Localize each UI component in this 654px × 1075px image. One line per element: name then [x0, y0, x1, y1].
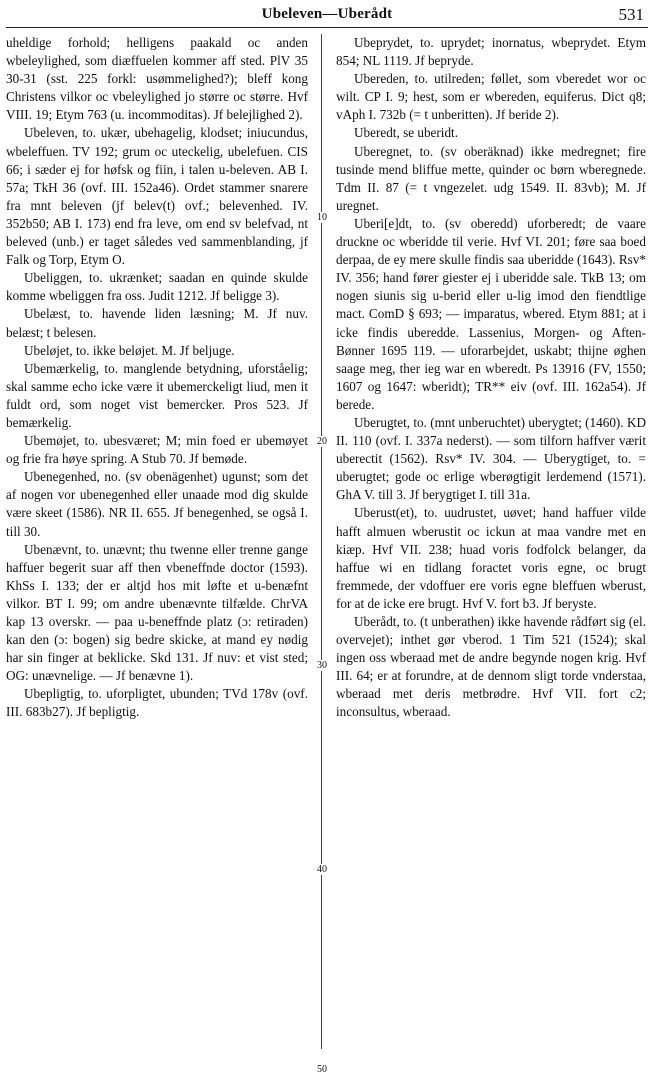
line-number: 40: [309, 864, 335, 875]
dictionary-entry: Ubepligtig, to. uforpligtet, ubunden; TVd 178v (ovf. III. 683b27). Jf bepligtig.: [6, 686, 308, 720]
line-number-gutter: [309, 34, 335, 1075]
dictionary-entry: Ubeliggen, to. ukrænket; saadan en quinde skulde komme wbeliggen fra oss. Judit 1212. Jf beligge 3).: [6, 270, 308, 304]
dictionary-entry: Ubeløjet, to. ikke beløjet. M. Jf beljuge.: [24, 342, 235, 358]
dictionary-entry: Uberedt, se uberidt.: [354, 125, 458, 141]
dictionary-entry: Ubemærkelig, to. manglende betydning, uforståelig; skal samme echo icke være it ubemerckeligt liud, men it fuldt ord, som noget vist bemercker. Pros 523. Jf bemærkelig.: [6, 360, 308, 430]
dictionary-entry: Ubeprydet, to. uprydet; inornatus, wbeprydet. Etym 854; NL 1119. Jf bepryde.: [336, 35, 646, 69]
page-header: [0, 0, 654, 26]
page-number: 531: [618, 5, 644, 24]
dictionary-entry: Uberugtet, to. (mnt unberuchtet) uberygtet; (1460). KD II. 110 (ovf. I. 337a nederst). — som tilforn haffver værit uberectit (1562). Rsv* IV. 304. — Uberygtiget, to. = uberugtet; gode oc erlige wberøgtigit lerdemend (1571). GhA V. till 3. Jf berygtiget I. till 31a.: [336, 414, 646, 503]
dictionary-entry: Ubelæst, to. havende liden læsning; M. Jf nuv. belæst; t belesen.: [6, 306, 308, 340]
line-number: 20: [309, 436, 335, 447]
left-column: [6, 34, 308, 722]
dictionary-entry: Ubereden, to. utilreden; føllet, som vberedet wor oc wilt. CP I. 9; hest, som er wbereden, equiferus. Dict q8; vAph I. 732b (= t unberitten). Jf beride 2).: [336, 71, 646, 123]
running-head: Ubeleven—Uberådt: [261, 6, 393, 22]
dictionary-entry: uheldige forhold; helligens paakald oc anden wbeleylighed, som diæffuelen kommer aff sted. PlV 35 30-31 (sst. 225 forkl: usømmelighed?); bleff kong Christens vilkor oc vbeleylighed jo større oc større. Hvf VIII. 19; Etym 763 (u. incommoditas). Jf belejlighed 2).: [6, 35, 308, 123]
dictionary-entry: Ubenegenhed, no. (sv obenägenhet) ugunst; som det af nogen vor ubenegenhed eller unaade mod dig skulde være skeet (1586). NR II. 655. Jf benegenhed, se også I. till 30.: [6, 469, 308, 539]
dictionary-entry: Uberust(et), to. uudrustet, uøvet; hand haffuer vilde hafft almuen wberustit oc ickun at maa vandre met en kiæp. Hvf VII. 238; huad voris fodfolck belanger, da haffue wi en tidlang foractet voris egne, oc brugt fremmede, der vdoffuer ere voris egne bleffuen wberust, for at de icke ere brugt. Hvf V. fort b3. Jf beryste.: [336, 505, 646, 611]
dictionary-entry: Ubeleven, to. ukær, ubehagelig, klodset; iniucundus, wbeleffuen. TV 192; grum oc uteckelig, ubelefuen. CIS 66; i sæder ej for høfsk og fiin, i talen u-beleven. AB I. 57a; TkH 36 (ovf. III. 152a46). Ordet stammer snarere fra mnt beleven (jf belev(t) ovf.; belevenhed. IV. 352b50; AB I. 173) end fra leve, om end sv belefvad, nt beleved (unb.) er taget således ved sammenblanding, jf Falk og Torp, Etym O.: [6, 125, 308, 268]
dictionary-entry: Ubemøjet, to. ubesværet; M; min foed er ubemøyet og frie fra høye spring. A Stub 70. Jf bemøde.: [6, 433, 308, 467]
header-rule: [6, 27, 648, 28]
line-number: 30: [309, 660, 335, 671]
line-number: 10: [309, 212, 335, 223]
dictionary-entry: Uberegnet, to. (sv oberäknad) ikke medregnet; fire tusinde mend bliffue mette, quinder oc børn wberegnede. Tdm II. 87 (= t vngezelet. udg 1549. II. 83vb); M. Jf uregnet.: [336, 143, 646, 213]
line-number: 50: [309, 1064, 335, 1075]
dictionary-entry: Ubenævnt, to. unævnt; thu twenne eller trenne gange haffuer begerit suar aff then vbeneffnde doctor (1593). KhSs I. 133; der er altjd hos mit løfte et u-benæfnt vilkor. BT I. 99; om andre ubenævnte tilfælde. ChrVA kap 13 overskr. — paa u-beneffnde platz (ɔ: retiraden) kan den (ɔ: bogen) sig bedre skicke, at mand ey nødig har sin finger at beklicke. Skd 131. Jf nuv: et vist sted; OG: unævnelige. — Jf benævne 1).: [6, 541, 308, 684]
dictionary-entry: Uberi[e]dt, to. (sv oberedd) uforberedt; de vaare druckne oc wberidde til verie. Hvf VI. 201; føre saa boed derpaa, de ey mere skulle findis saa uberidde (1643). Rsv* IV. 356; hand fører giester ej i uberidde sale. TkB 13; om nogen siunis sig u-berid eller u-lig imod den fiendtlige mact. ComD § 693; — imparatus, wbered. Etym 881; at i icke findis uberedde. Lassenius, Morgen- og Aften-Bønner 1695 119. — uforarbejdet, uskabt; thijne øghen saage meg, ther ieg war en wberedt. Ps 13916 (FV, 1550; 1607 og 1647: wberidt); TR** eiv (ovf. III. 162a54). Jf berede.: [336, 215, 646, 412]
right-column: [336, 34, 646, 722]
dictionary-entry: Uberådt, to. (t unberathen) ikke havende rådført sig (el. overvejet); inthet gør vberod. 1 Tim 521 (1524); skal ingen oss wberaad met de andre begynde nogen krig. Hvf III. 64; er at forundre, at de dennom sligt torde vnderstaa, wberaad met deris metbrødre. Hvf VII. fort c2; inconsultus, wberaad.: [336, 614, 646, 720]
